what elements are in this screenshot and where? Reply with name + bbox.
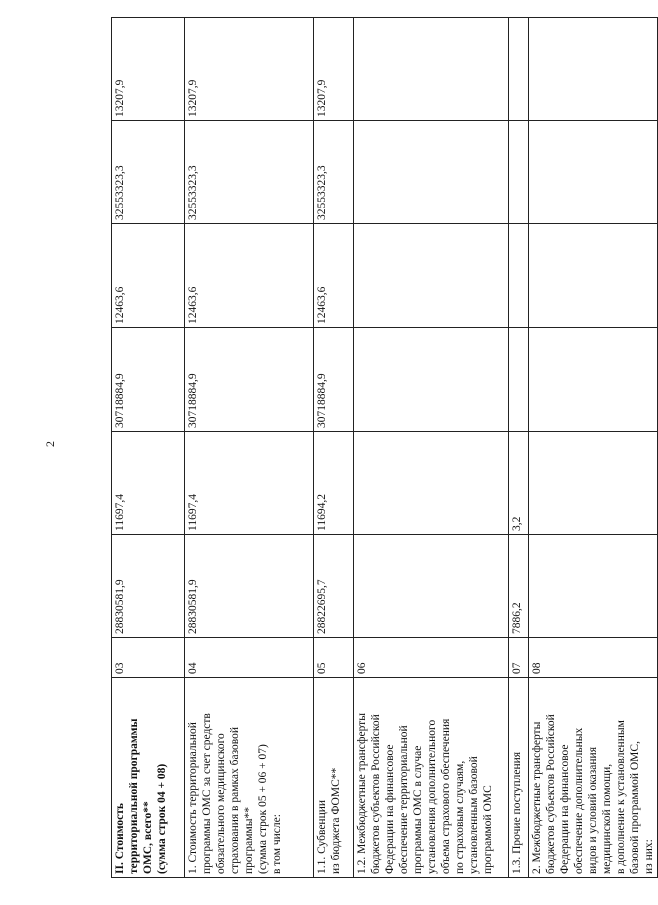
value-cell	[529, 121, 658, 224]
value-cell: 28830581,9	[185, 535, 314, 638]
page-number: 2	[43, 441, 57, 447]
row-label: 1.1. Субвенции из бюджета ФОМС**	[314, 678, 354, 878]
value-cell	[354, 121, 509, 224]
row-label: 2. Межбюджетные трансферты бюджетов субъектов Российской Федерации на финансовое обеспечение дополнительных видов и условий оказания медицинской помощи, в дополнение к установленным базовой программой ОМС, из них:	[529, 678, 658, 878]
table-body	[112, 18, 658, 878]
value-cell: 11697,4	[112, 432, 185, 535]
value-cell	[509, 328, 529, 432]
value-cell: 28830581,9	[112, 535, 185, 638]
value-cell: 30718884,9	[112, 328, 185, 432]
value-cell	[354, 432, 509, 535]
financial-table	[111, 17, 658, 878]
value-cell	[509, 18, 529, 121]
value-cell	[354, 18, 509, 121]
table-row	[354, 18, 509, 878]
value-cell	[529, 432, 658, 535]
table-row	[185, 18, 314, 878]
value-cell: 11694,2	[314, 432, 354, 535]
value-cell	[354, 224, 509, 328]
row-code: 06	[354, 638, 509, 678]
value-cell	[354, 535, 509, 638]
value-cell: 30718884,9	[314, 328, 354, 432]
value-cell	[509, 121, 529, 224]
row-code: 08	[529, 638, 658, 678]
value-cell	[529, 535, 658, 638]
row-code: 03	[112, 638, 185, 678]
row-code: 05	[314, 638, 354, 678]
value-cell	[529, 328, 658, 432]
row-code: 04	[185, 638, 314, 678]
value-cell	[509, 224, 529, 328]
rotated-table-wrapper	[111, 18, 656, 878]
table-row	[112, 18, 185, 878]
table-row	[509, 18, 529, 878]
value-cell: 3,2	[509, 432, 529, 535]
value-cell: 7886,2	[509, 535, 529, 638]
value-cell: 13207,9	[112, 18, 185, 121]
value-cell: 12463,6	[314, 224, 354, 328]
value-cell: 12463,6	[185, 224, 314, 328]
table-row	[314, 18, 354, 878]
value-cell: 30718884,9	[185, 328, 314, 432]
value-cell	[529, 224, 658, 328]
table-row	[529, 18, 658, 878]
value-cell: 13207,9	[314, 18, 354, 121]
value-cell: 32553323,3	[112, 121, 185, 224]
value-cell	[529, 18, 658, 121]
value-cell: 32553323,3	[314, 121, 354, 224]
row-label: 1.3. Прочие поступления	[509, 678, 529, 878]
row-label: 1. Стоимость территориальной программы ОМС за счет средств обязательного медицинского страхования в рамках базовой программы** (сумма строк 05 + 06 + 07) в том числе:	[185, 678, 314, 878]
value-cell	[354, 328, 509, 432]
value-cell: 11697,4	[185, 432, 314, 535]
value-cell: 13207,9	[185, 18, 314, 121]
value-cell: 32553323,3	[185, 121, 314, 224]
row-code: 07	[509, 638, 529, 678]
row-label: 1.2. Межбюджетные трансферты бюджетов субъектов Российской Федерации на финансовое обеспечение территориальной программы ОМС в случае установления дополнительного объема страхового обеспечения по страховым случаям, установленным базовой программой ОМС	[354, 678, 509, 878]
row-label: II. Стоимость территориальной программы ОМС, всего** (сумма строк 04 + 08)	[112, 678, 185, 878]
value-cell: 12463,6	[112, 224, 185, 328]
value-cell: 28822695,7	[314, 535, 354, 638]
